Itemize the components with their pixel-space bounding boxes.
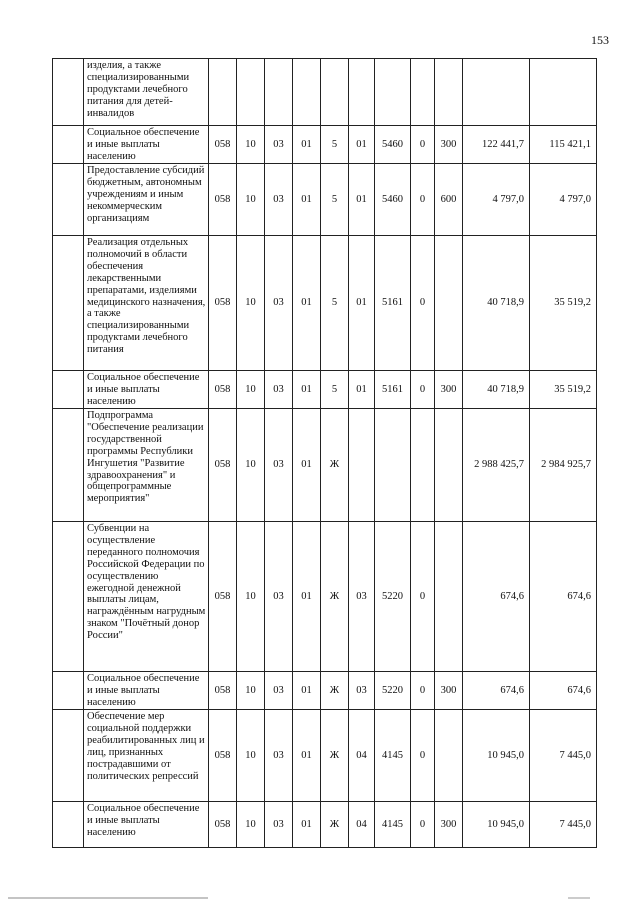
- code-admin-cell: 058: [209, 371, 237, 409]
- code-program-cell: 01: [293, 710, 321, 802]
- code-direction-cell: 5161: [375, 236, 411, 371]
- code-subprogram-cell: 5: [321, 164, 349, 236]
- code-expense-type-cell: 300: [435, 802, 463, 848]
- code-direction-cell: 5220: [375, 672, 411, 710]
- amount-year-2-cell: 35 519,2: [530, 236, 597, 371]
- code-event-cell: [349, 59, 375, 126]
- code-direction-cell: 5161: [375, 371, 411, 409]
- code-event-cell: 01: [349, 236, 375, 371]
- amount-year-2-cell: [530, 59, 597, 126]
- amount-year-2-cell: 2 984 925,7: [530, 409, 597, 522]
- code-subprogram-cell: 5: [321, 236, 349, 371]
- row-number-cell: [53, 126, 84, 164]
- amount-year-2-cell: 674,6: [530, 522, 597, 672]
- item-name-cell: Обеспечение мер социальной поддержки реабилитированных лиц и лиц, признанных пострадавшими от политических репрессий: [84, 710, 209, 802]
- code-extra-cell: 0: [411, 710, 435, 802]
- code-event-cell: 01: [349, 164, 375, 236]
- page-number: 153: [591, 33, 609, 47]
- code-direction-cell: [375, 409, 411, 522]
- code-program-cell: 01: [293, 409, 321, 522]
- code-subsection-cell: 03: [265, 236, 293, 371]
- code-admin-cell: 058: [209, 522, 237, 672]
- amount-year-2-cell: 35 519,2: [530, 371, 597, 409]
- amount-year-1-cell: 4 797,0: [463, 164, 530, 236]
- code-admin-cell: [209, 59, 237, 126]
- item-name-cell: Субвенции на осуществление переданного полномочия Российской Федерации по осуществлению ежегодной денежной выплаты лицам, награждённым нагрудным знаком "Почётный донор России": [84, 522, 209, 672]
- code-direction-cell: 5460: [375, 126, 411, 164]
- code-admin-cell: 058: [209, 672, 237, 710]
- code-extra-cell: [411, 409, 435, 522]
- code-admin-cell: 058: [209, 409, 237, 522]
- row-number-cell: [53, 59, 84, 126]
- amount-year-1-cell: 674,6: [463, 672, 530, 710]
- code-program-cell: [293, 59, 321, 126]
- amount-year-1-cell: 40 718,9: [463, 236, 530, 371]
- code-section-cell: 10: [237, 710, 265, 802]
- code-extra-cell: 0: [411, 802, 435, 848]
- amount-year-2-cell: 4 797,0: [530, 164, 597, 236]
- table-row: [53, 409, 597, 522]
- row-number-cell: [53, 710, 84, 802]
- code-extra-cell: 0: [411, 371, 435, 409]
- code-section-cell: 10: [237, 409, 265, 522]
- row-number-cell: [53, 236, 84, 371]
- code-extra-cell: 0: [411, 672, 435, 710]
- code-subsection-cell: 03: [265, 802, 293, 848]
- code-section-cell: 10: [237, 236, 265, 371]
- code-extra-cell: 0: [411, 126, 435, 164]
- table-row: [53, 59, 597, 126]
- item-name-cell: Социальное обеспечение и иные выплаты населению: [84, 802, 209, 848]
- code-direction-cell: 4145: [375, 802, 411, 848]
- code-expense-type-cell: [435, 710, 463, 802]
- amount-year-1-cell: 2 988 425,7: [463, 409, 530, 522]
- code-subprogram-cell: Ж: [321, 409, 349, 522]
- code-expense-type-cell: 300: [435, 371, 463, 409]
- item-name-cell: Предоставление субсидий бюджетным, автономным учреждениям и иным некоммерческим организациям: [84, 164, 209, 236]
- code-expense-type-cell: [435, 409, 463, 522]
- item-name-cell: Реализация отдельных полномочий в области обеспечения лекарственными препаратами, изделиями медицинского назначения, а также специализированными продуктами лечебного питания: [84, 236, 209, 371]
- code-event-cell: 04: [349, 710, 375, 802]
- code-program-cell: 01: [293, 371, 321, 409]
- row-number-cell: [53, 522, 84, 672]
- footer-scan-line: [8, 897, 208, 899]
- code-subprogram-cell: Ж: [321, 672, 349, 710]
- table-row: [53, 236, 597, 371]
- code-program-cell: 01: [293, 672, 321, 710]
- code-section-cell: 10: [237, 126, 265, 164]
- code-program-cell: 01: [293, 164, 321, 236]
- table-row: [53, 802, 597, 848]
- item-name-cell: Социальное обеспечение и иные выплаты населению: [84, 672, 209, 710]
- code-subsection-cell: [265, 59, 293, 126]
- code-extra-cell: 0: [411, 522, 435, 672]
- code-subprogram-cell: Ж: [321, 802, 349, 848]
- code-section-cell: 10: [237, 672, 265, 710]
- code-event-cell: 01: [349, 371, 375, 409]
- amount-year-2-cell: 7 445,0: [530, 802, 597, 848]
- code-expense-type-cell: 600: [435, 164, 463, 236]
- code-section-cell: [237, 59, 265, 126]
- code-admin-cell: 058: [209, 164, 237, 236]
- table-row: [53, 126, 597, 164]
- code-program-cell: 01: [293, 236, 321, 371]
- code-subsection-cell: 03: [265, 710, 293, 802]
- code-subsection-cell: 03: [265, 126, 293, 164]
- code-extra-cell: [411, 59, 435, 126]
- row-number-cell: [53, 802, 84, 848]
- footer-scan-mark: [568, 897, 590, 899]
- code-event-cell: 01: [349, 126, 375, 164]
- amount-year-2-cell: 7 445,0: [530, 710, 597, 802]
- table-row: [53, 522, 597, 672]
- budget-table-body: [53, 59, 597, 848]
- code-direction-cell: 5460: [375, 164, 411, 236]
- code-program-cell: 01: [293, 522, 321, 672]
- item-name-cell: Подпрограмма "Обеспечение реализации государственной программы Республики Ингушетия "Развитие здравоохранения" и общепрограммные мероприятия": [84, 409, 209, 522]
- code-section-cell: 10: [237, 371, 265, 409]
- code-subsection-cell: 03: [265, 672, 293, 710]
- item-name-cell: Социальное обеспечение и иные выплаты населению: [84, 126, 209, 164]
- code-expense-type-cell: [435, 236, 463, 371]
- row-number-cell: [53, 672, 84, 710]
- code-admin-cell: 058: [209, 802, 237, 848]
- item-name-cell: изделия, а также специализированными продуктами лечебного питания для детей-инвалидов: [84, 59, 209, 126]
- amount-year-1-cell: 122 441,7: [463, 126, 530, 164]
- amount-year-1-cell: 40 718,9: [463, 371, 530, 409]
- code-subsection-cell: 03: [265, 164, 293, 236]
- amount-year-1-cell: 674,6: [463, 522, 530, 672]
- row-number-cell: [53, 371, 84, 409]
- amount-year-1-cell: 10 945,0: [463, 710, 530, 802]
- code-event-cell: 03: [349, 522, 375, 672]
- code-extra-cell: 0: [411, 164, 435, 236]
- amount-year-2-cell: 674,6: [530, 672, 597, 710]
- code-expense-type-cell: 300: [435, 672, 463, 710]
- code-program-cell: 01: [293, 126, 321, 164]
- row-number-cell: [53, 164, 84, 236]
- code-expense-type-cell: [435, 522, 463, 672]
- item-name-cell: Социальное обеспечение и иные выплаты населению: [84, 371, 209, 409]
- code-event-cell: 03: [349, 672, 375, 710]
- code-section-cell: 10: [237, 522, 265, 672]
- code-direction-cell: 5220: [375, 522, 411, 672]
- code-direction-cell: [375, 59, 411, 126]
- code-expense-type-cell: [435, 59, 463, 126]
- amount-year-1-cell: [463, 59, 530, 126]
- code-extra-cell: 0: [411, 236, 435, 371]
- code-subsection-cell: 03: [265, 522, 293, 672]
- code-subprogram-cell: 5: [321, 371, 349, 409]
- budget-table: [52, 58, 597, 848]
- amount-year-1-cell: 10 945,0: [463, 802, 530, 848]
- table-row: [53, 164, 597, 236]
- code-subprogram-cell: Ж: [321, 522, 349, 672]
- code-subprogram-cell: 5: [321, 126, 349, 164]
- code-subsection-cell: 03: [265, 409, 293, 522]
- code-event-cell: [349, 409, 375, 522]
- code-subprogram-cell: Ж: [321, 710, 349, 802]
- code-section-cell: 10: [237, 164, 265, 236]
- code-subsection-cell: 03: [265, 371, 293, 409]
- code-expense-type-cell: 300: [435, 126, 463, 164]
- code-section-cell: 10: [237, 802, 265, 848]
- table-row: [53, 710, 597, 802]
- code-direction-cell: 4145: [375, 710, 411, 802]
- table-row: [53, 672, 597, 710]
- row-number-cell: [53, 409, 84, 522]
- code-admin-cell: 058: [209, 710, 237, 802]
- amount-year-2-cell: 115 421,1: [530, 126, 597, 164]
- code-program-cell: 01: [293, 802, 321, 848]
- code-event-cell: 04: [349, 802, 375, 848]
- code-admin-cell: 058: [209, 126, 237, 164]
- table-row: [53, 371, 597, 409]
- code-subprogram-cell: [321, 59, 349, 126]
- code-admin-cell: 058: [209, 236, 237, 371]
